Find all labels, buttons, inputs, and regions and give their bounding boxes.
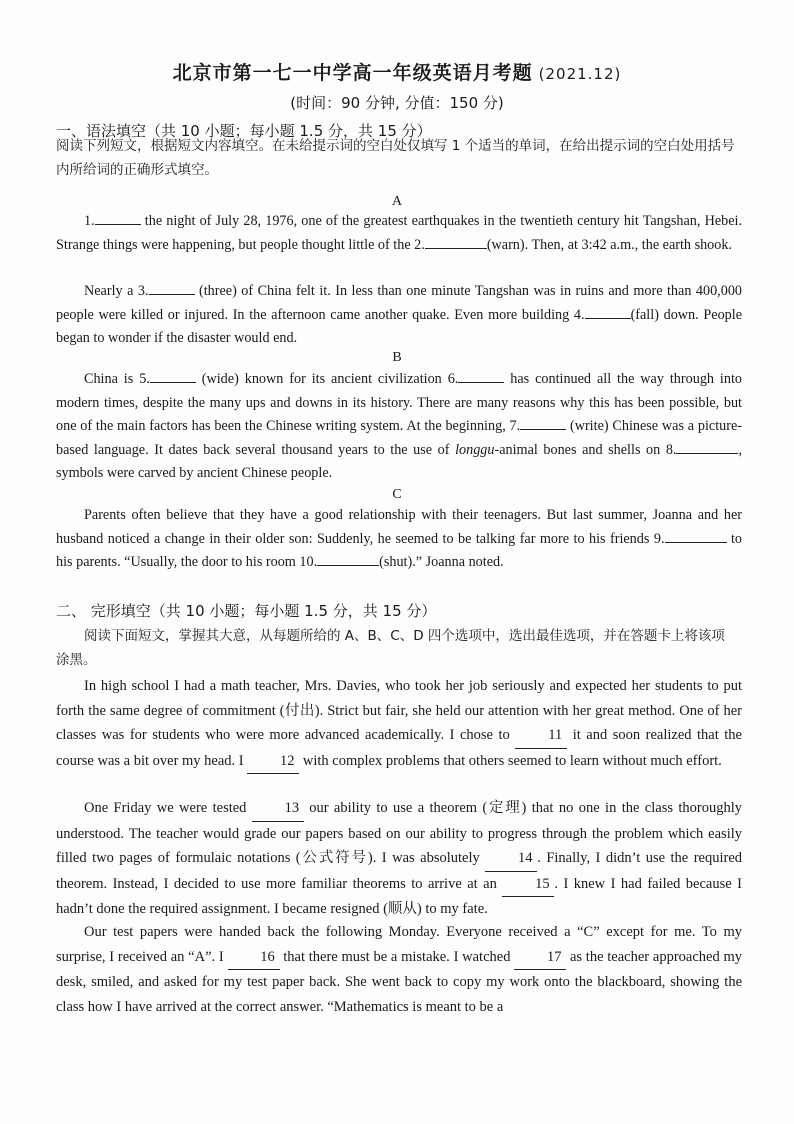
blank-14[interactable]: 14 — [485, 846, 537, 872]
exam-date: (2021.12) — [538, 65, 622, 83]
passage-a-para2: Nearly a 3. (three) of China felt it. In less than one minute Tangshan was in ruins and more than 400,000 people were killed or injured. In the afternoon came another quake. Even more building 4. (fall) down. People began to wonder if the disaster would end. — [56, 283, 743, 346]
cloze-para1: In high school I had a math teacher, Mrs. Davies, who took her job seriously and expected her students to put forth the same degree of commitment (付出). Strict but fair, she held our attention with her great method. One of her classes was for students who were more advanced academically. I chose to 11 it and soon realized that the course was a bit over my head. I 12 with complex problems that others seemed to learn without much effort. — [56, 674, 742, 774]
passage-a-label: A — [391, 194, 403, 209]
blank-11[interactable]: 11 — [515, 723, 567, 749]
blank-13[interactable]: 13 — [252, 796, 304, 822]
section2-heading: 二、 完形填空（共 10 小题；每小题 1.5 分，共 15 分） — [56, 602, 437, 620]
passage-b-label: B — [392, 350, 402, 365]
blank-10[interactable] — [317, 565, 379, 566]
blank-5[interactable] — [150, 382, 196, 383]
blank-6[interactable] — [458, 382, 504, 383]
blank-7[interactable] — [520, 429, 566, 430]
section1-instructions: 阅读下列短文，根据短文内容填空。在未给提示词的空白处仅填写 1 个适当的单词，在给出提示词的空白处用括号内所给词的正确形式填空。 — [56, 138, 735, 178]
passage-c-para1: Parents often believe that they have a good relationship with their teenagers. But last summer, Joanna and her husband noticed a change in their older son: Suddenly, he seemed to be talking far more to his friends 9. to his parents. “Usually, the door to his room 10. (shut).” Joanna noted. — [56, 507, 742, 570]
passage-a-para1: 1. the night of July 28, 1976, one of the greatest earthquakes in the twentieth century hit Tangshan, Hebei. Strange things were happening, but people thought little of the 2. (warn). Then, at 3:42 a.m., the earth shook. — [56, 213, 742, 253]
blank-16[interactable]: 16 — [228, 945, 280, 971]
cloze-para2: One Friday we were tested 13 our ability to use a theorem (定理) that no one in the class thoroughly understood. The teacher would grade our papers based on our ability to progress through the problem which easily filled two pages of formulaic notations (公式符号). I was absolutely 14 . Finally, I didn’t use the required theorem. Instead, I decided to use more familiar theorems to arrive at an 15 . I knew I had failed because I hadn’t done the required assignment. I became resigned (顺从) to my fate. — [56, 796, 742, 922]
blank-3[interactable] — [149, 294, 195, 295]
cloze-para3: Our test papers were handed back the following Monday. Everyone received a “C” except for me. To my surprise, I received an “A”. I 16 that there must be a mistake. I watched 17 as the teacher approached my desk, smiled, and asked for my test paper back. She went back to copy my work onto the blackboard, showing the class how I have arrived at the correct answer. “Mathematics is meant to be a — [56, 924, 742, 1015]
passage-c-label: C — [392, 487, 402, 502]
blank-4[interactable] — [585, 318, 631, 319]
blank-17[interactable]: 17 — [514, 945, 566, 971]
exam-subtitle: (时间：90 分钟, 分值：150 分) — [290, 94, 504, 112]
blank-2[interactable] — [425, 248, 487, 249]
blank-9[interactable] — [665, 542, 727, 543]
blank-1[interactable] — [95, 224, 141, 225]
section2-instructions: 阅读下面短文，掌握其大意，从每题所给的 A、B、C、D 四个选项中，选出最佳选项，并在答题卡上将该项涂黑。 — [56, 628, 725, 668]
passage-b-para1: China is 5. (wide) known for its ancient civilization 6. has continued all the way through into modern times, despite the many ups and downs in its history. There are many reasons why this has been possible, but one of the main factors has been the Chinese writing system. At the beginning, 7. (write) Chinese was a picture-based language. It dates back several thousand years to the use of longgu-animal bones and shells on 8. , symbols were carved by ancient Chinese people. — [56, 371, 742, 481]
exam-title: 北京市第一七一中学高一年级英语月考题 (2021.12) — [172, 62, 622, 84]
blank-15[interactable]: 15 — [502, 872, 554, 898]
section1-heading: 一、语法填空（共 10 小题；每小题 1.5 分，共 15 分） — [56, 122, 432, 140]
blank-8[interactable] — [676, 453, 738, 454]
blank-12[interactable]: 12 — [247, 749, 299, 775]
